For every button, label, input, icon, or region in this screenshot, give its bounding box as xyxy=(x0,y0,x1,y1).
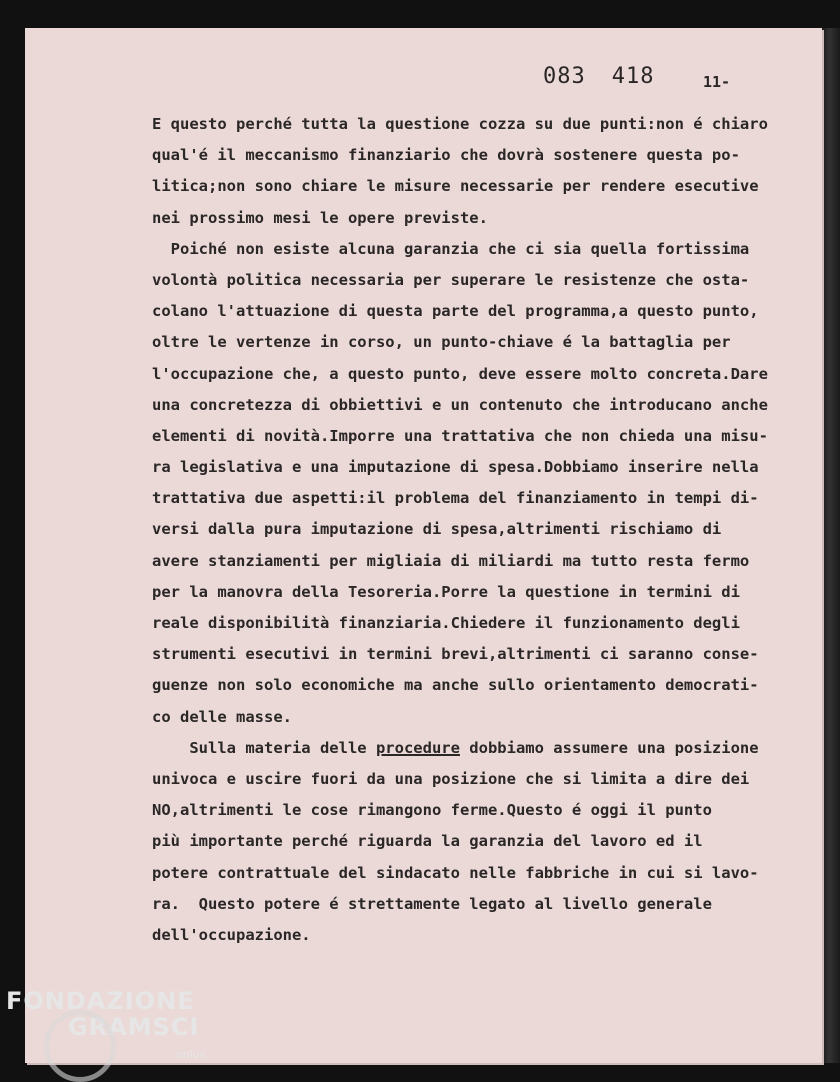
text-line: versi dalla pura imputazione di spesa,altrimenti rischiamo di xyxy=(152,520,722,539)
paragraph-1 xyxy=(152,109,792,234)
foundation-watermark-logo xyxy=(6,987,206,1061)
text-line: reale disponibilità finanziaria.Chiedere il funzionamento degli xyxy=(152,614,740,632)
text-line: volontà politica necessaria per superare le resistenze che osta- xyxy=(152,270,750,289)
underlined-word: procedure xyxy=(375,738,460,757)
text-line: oltre le vertenze in corso, un punto-chiave é la battaglia per xyxy=(152,333,731,352)
text-fragment: Sulla materia delle xyxy=(152,738,376,757)
typewritten-body xyxy=(152,109,792,951)
text-line: qual'é il meccanismo finanziario che dovrà sostenere questa po- xyxy=(152,146,740,165)
text-line: elementi di novità.Imporre una trattativa che non chieda una misu- xyxy=(152,426,768,445)
archive-reference-number xyxy=(543,64,681,89)
text-line: potere contrattuale del sindacato nelle fabbriche in cui si lavo- xyxy=(152,863,759,882)
text-line: per la manovra della Tesoreria.Porre la questione in termini di xyxy=(152,582,740,601)
text-line: avere stanziamenti per migliaia di miliardi ma tutto resta fermo xyxy=(152,551,750,570)
text-line: colano l'attuazione di questa parte del programma,a questo punto, xyxy=(152,302,759,321)
text-fragment: dobbiamo assumere una posizione xyxy=(459,738,759,757)
page-edge xyxy=(822,28,840,1063)
text-line: più importante perché riguarda la garanzia del lavoro ed il xyxy=(152,832,703,851)
text-line: dell'occupazione. xyxy=(152,925,311,944)
logo-line-1: FONDAZIONE xyxy=(6,987,195,1015)
reference-part-b: 418 xyxy=(611,64,655,89)
page-number: 11- xyxy=(703,73,731,91)
logo-ring-icon xyxy=(44,1010,116,1082)
text-line: una concretezza di obbiettivi e un contenuto che introducano anche xyxy=(152,395,768,414)
text-line xyxy=(152,733,792,764)
text-line: Poiché non esiste alcuna garanzia che ci sia quella fortissima xyxy=(152,239,750,258)
text-line: ra. Questo potere é strettamente legato al livello generale xyxy=(152,894,712,913)
text-line: l'occupazione che, a questo punto, deve essere molto concreta.Dare xyxy=(152,364,768,383)
text-line: co delle masse. xyxy=(152,707,292,726)
text-line: E questo perché tutta la questione cozza su due punti:non é chiaro xyxy=(152,115,768,133)
text-line: NO,altrimenti le cose rimangono ferme.Questo é oggi il punto xyxy=(152,801,712,820)
text-line: trattativa due aspetti:il problema del finanziamento in tempi di- xyxy=(152,489,759,508)
text-line: ra legislativa e una imputazione di spesa.Dobbiamo inserire nella xyxy=(152,458,759,477)
logo-line-3: onlus xyxy=(176,1048,206,1061)
text-line: strumenti esecutivi in termini brevi,altrimenti ci saranno conse- xyxy=(152,645,759,664)
text-line: nei prossimo mesi le opere previste. xyxy=(152,208,488,227)
paragraph-2 xyxy=(152,234,792,733)
paragraph-3 xyxy=(152,733,792,951)
text-line: univoca e uscire fuori da una posizione che si limita a dire dei xyxy=(152,769,750,788)
text-line: litica;non sono chiare le misure necessarie per rendere esecutive xyxy=(152,177,759,196)
logo-line-2: GRAMSCI xyxy=(68,1013,200,1041)
text-line: guenze non solo economiche ma anche sullo orientamento democrati- xyxy=(152,676,759,695)
reference-part-a: 083 xyxy=(543,64,586,89)
